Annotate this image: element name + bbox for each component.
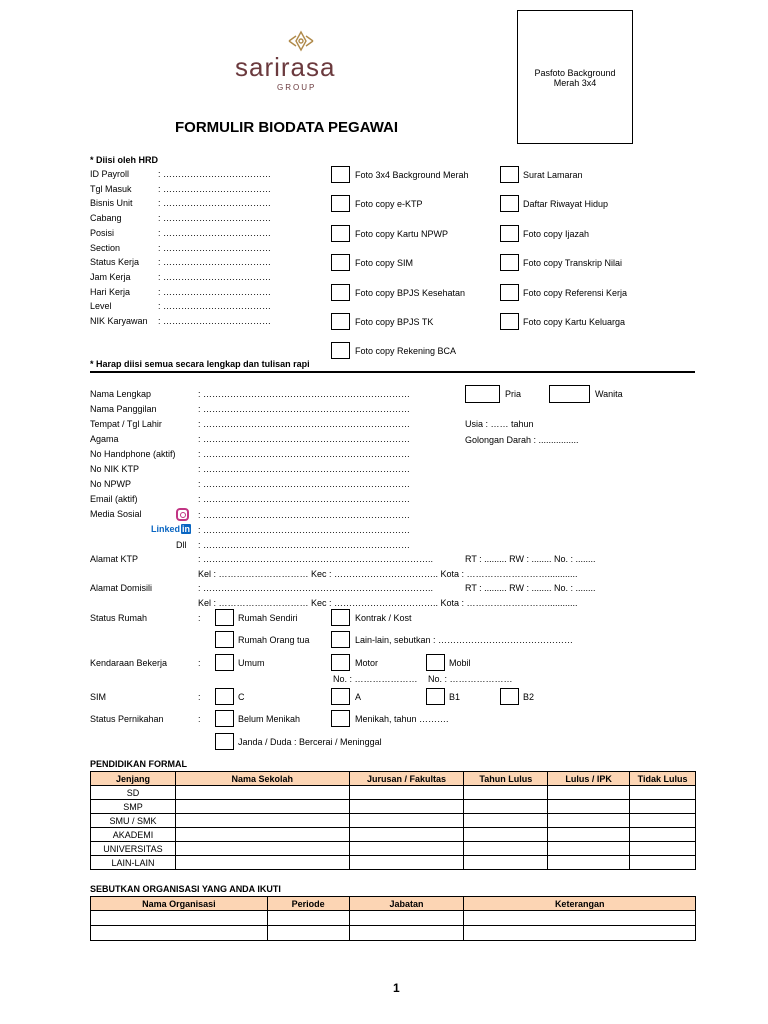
alamat-ktp-kel-kec-kota[interactable]: Kel : ………………………… Kec : …………………………….. Kota : ………………………............ bbox=[198, 569, 578, 579]
kendaraan-label: Kendaraan Bekerja bbox=[90, 658, 168, 668]
fill-instruction-note: * Harap diisi semua secara lengkap dan tulisan rapi bbox=[90, 359, 310, 369]
document-checkbox[interactable] bbox=[500, 166, 519, 183]
education-input-cell[interactable] bbox=[349, 814, 464, 828]
document-label: Foto copy BPJS Kesehatan bbox=[355, 287, 466, 298]
personal-field-label: No Handphone (aktif) bbox=[90, 449, 176, 459]
menikah-checkbox[interactable] bbox=[331, 710, 350, 727]
sim-b2-checkbox[interactable] bbox=[500, 688, 519, 705]
education-header-cell: Jurusan / Fakultas bbox=[349, 772, 464, 786]
education-input-cell[interactable] bbox=[548, 814, 630, 828]
hrd-field-input[interactable]: : ……………………………… bbox=[158, 301, 272, 312]
personal-field-label: Tempat / Tgl Lahir bbox=[90, 419, 162, 429]
education-input-cell[interactable] bbox=[630, 786, 696, 800]
sim-c-checkbox[interactable] bbox=[215, 688, 234, 705]
education-level-cell: UNIVERSITAS bbox=[91, 842, 176, 856]
photo-box-label: Pasfoto Background Merah 3x4 bbox=[534, 68, 616, 88]
hrd-field-input[interactable]: : ……………………………… bbox=[158, 286, 272, 297]
organization-input-cell[interactable] bbox=[91, 926, 268, 941]
personal-field-label: No NPWP bbox=[90, 479, 132, 489]
hrd-field-input[interactable]: : ……………………………… bbox=[158, 183, 272, 194]
table-row bbox=[91, 911, 696, 926]
hrd-field-label: Section bbox=[90, 242, 121, 253]
document-checkbox[interactable] bbox=[331, 284, 350, 301]
organization-header-cell: Keterangan bbox=[464, 897, 696, 911]
mobil-number-field[interactable]: No. : ………………… bbox=[428, 674, 513, 684]
mobil-label: Mobil bbox=[449, 658, 471, 668]
page-number: 1 bbox=[393, 981, 400, 995]
photo-box bbox=[517, 10, 633, 144]
table-row bbox=[91, 786, 696, 800]
rumah-orang-tua-label: Rumah Orang tua bbox=[238, 635, 310, 645]
education-input-cell[interactable] bbox=[175, 814, 349, 828]
hrd-field-label: Cabang bbox=[90, 213, 122, 224]
lain-lain-label: Lain-lain, sebutkan : ……………………………………… bbox=[355, 635, 574, 645]
organization-heading: SEBUTKAN ORGANISASI YANG ANDA IKUTI bbox=[90, 884, 281, 894]
document-label: Foto copy Referensi Kerja bbox=[523, 287, 628, 298]
logo-wordmark: sarirasa bbox=[235, 52, 336, 82]
education-input-cell[interactable] bbox=[349, 800, 464, 814]
education-input-cell[interactable] bbox=[464, 842, 548, 856]
alamat-ktp-label: Alamat KTP bbox=[90, 554, 139, 564]
personal-field-label: Nama Panggilan bbox=[90, 404, 157, 414]
table-row bbox=[91, 842, 696, 856]
hrd-field-label: Jam Kerja bbox=[90, 271, 131, 282]
education-input-cell[interactable] bbox=[630, 800, 696, 814]
colon: : bbox=[198, 692, 201, 702]
education-input-cell[interactable] bbox=[175, 828, 349, 842]
status-rumah-label: Status Rumah bbox=[90, 613, 148, 623]
rumah-sendiri-label: Rumah Sendiri bbox=[238, 613, 298, 623]
pria-checkbox[interactable] bbox=[465, 385, 500, 403]
hrd-field-input[interactable]: : ……………………………… bbox=[158, 169, 272, 179]
personal-field-label: Nama Lengkap bbox=[90, 389, 152, 399]
wanita-checkbox[interactable] bbox=[549, 385, 590, 403]
colon: : bbox=[198, 658, 201, 668]
janda-duda-label: Janda / Duda : Bercerai / Meninggal bbox=[238, 737, 382, 747]
table-row bbox=[91, 926, 696, 941]
document-checkbox[interactable] bbox=[331, 195, 350, 212]
personal-field-input[interactable]: : …………………………………………………………… bbox=[198, 510, 411, 520]
hrd-field-label: Bisnis Unit bbox=[90, 198, 133, 209]
pria-label: Pria bbox=[505, 389, 522, 399]
linkedin-field[interactable]: : …………………………………………………………… bbox=[198, 525, 411, 535]
hrd-field-label: Tgl Masuk bbox=[90, 183, 132, 194]
hrd-field-input[interactable]: : ……………………………… bbox=[158, 227, 272, 238]
education-input-cell[interactable] bbox=[630, 842, 696, 856]
education-input-cell[interactable] bbox=[464, 856, 548, 870]
colon: : bbox=[198, 714, 201, 724]
education-input-cell[interactable] bbox=[349, 828, 464, 842]
document-checkbox[interactable] bbox=[331, 166, 350, 183]
form-title: FORMULIR BIODATA PEGAWAI bbox=[175, 119, 399, 136]
personal-field-input[interactable]: : …………………………………………………………… bbox=[198, 389, 411, 399]
sim-c-label: C bbox=[238, 692, 245, 702]
alamat-ktp-field[interactable]: : ………………………………………………………………….. bbox=[198, 554, 434, 564]
hrd-field-label: ID Payroll bbox=[90, 169, 130, 179]
document-checkbox[interactable] bbox=[331, 254, 350, 271]
education-input-cell[interactable] bbox=[548, 786, 630, 800]
menikah-label: Menikah, tahun ………. bbox=[355, 714, 449, 724]
document-checkbox[interactable] bbox=[500, 284, 519, 301]
hrd-field-label: Level bbox=[90, 301, 112, 312]
education-heading: PENDIDIKAN FORMAL bbox=[90, 759, 187, 769]
document-checkbox[interactable] bbox=[500, 195, 519, 212]
table-row bbox=[91, 800, 696, 814]
education-table bbox=[90, 771, 696, 870]
personal-field-label: Agama bbox=[90, 434, 119, 444]
organization-input-cell[interactable] bbox=[464, 911, 696, 926]
document-checkbox[interactable] bbox=[331, 342, 350, 359]
document-label: Foto copy Kartu Keluarga bbox=[523, 317, 626, 327]
sim-a-label: A bbox=[355, 692, 362, 702]
education-header-cell: Tahun Lulus bbox=[464, 772, 548, 786]
document-checkbox[interactable] bbox=[500, 254, 519, 271]
table-row bbox=[91, 828, 696, 842]
document-label: Foto copy Rekening BCA bbox=[355, 346, 457, 357]
sim-b1-label: B1 bbox=[449, 692, 461, 702]
alamat-domisili-kel-kec-kota[interactable]: Kel : ………………………… Kec : …………………………….. Kota : ………………………............ bbox=[198, 598, 578, 608]
sim-b1-checkbox[interactable] bbox=[426, 688, 445, 705]
table-row bbox=[91, 814, 696, 828]
education-input-cell[interactable] bbox=[548, 842, 630, 856]
umum-label: Umum bbox=[238, 658, 265, 668]
logo-subtitle: GROUP bbox=[277, 83, 317, 92]
personal-field-input[interactable]: : …………………………………………………………… bbox=[198, 434, 411, 444]
education-input-cell[interactable] bbox=[548, 800, 630, 814]
personal-field-input[interactable]: : …………………………………………………………… bbox=[198, 419, 411, 429]
sim-a-checkbox[interactable] bbox=[331, 688, 350, 705]
alamat-domisili-label: Alamat Domisili bbox=[90, 583, 153, 593]
education-input-cell[interactable] bbox=[349, 786, 464, 800]
education-input-cell[interactable] bbox=[175, 856, 349, 870]
document-checkbox[interactable] bbox=[331, 225, 350, 242]
document-checkbox[interactable] bbox=[331, 313, 350, 330]
education-header-cell: Tidak Lulus bbox=[630, 772, 696, 786]
hrd-field-label: NIK Karyawan bbox=[90, 316, 148, 326]
organization-header-cell: Periode bbox=[267, 897, 349, 911]
janda-duda-checkbox[interactable] bbox=[215, 733, 234, 750]
education-input-cell[interactable] bbox=[349, 842, 464, 856]
section-divider bbox=[90, 371, 695, 373]
hrd-field-input[interactable]: : ……………………………… bbox=[158, 316, 272, 326]
education-level-cell: SMU / SMK bbox=[91, 814, 176, 828]
sim-b2-label: B2 bbox=[523, 692, 535, 702]
rumah-orang-tua-checkbox[interactable] bbox=[215, 631, 234, 648]
education-input-cell[interactable] bbox=[464, 786, 548, 800]
blood-type-field[interactable]: Golongan Darah : ................ bbox=[465, 435, 579, 445]
personal-field-label: Media Sosial bbox=[90, 509, 142, 519]
document-label: Foto 3x4 Background Merah bbox=[355, 170, 469, 180]
personal-field-input[interactable]: : …………………………………………………………… bbox=[198, 404, 411, 414]
document-label: Daftar Riwayat Hidup bbox=[523, 199, 609, 210]
organization-input-cell[interactable] bbox=[267, 911, 349, 926]
education-header-cell: Jenjang bbox=[91, 772, 176, 786]
alamat-ktp-rtrw[interactable]: RT : ......... RW : ........ No. : ........ bbox=[465, 554, 596, 564]
hrd-field-input[interactable]: : ……………………………… bbox=[158, 242, 272, 253]
age-field[interactable]: Usia : …… tahun bbox=[465, 419, 534, 429]
hrd-field-label: Posisi bbox=[90, 227, 115, 238]
belum-menikah-checkbox[interactable] bbox=[215, 710, 234, 727]
education-input-cell[interactable] bbox=[175, 842, 349, 856]
colon: : bbox=[198, 613, 201, 623]
organization-input-cell[interactable] bbox=[464, 926, 696, 941]
organization-header-cell: Nama Organisasi bbox=[91, 897, 268, 911]
education-input-cell[interactable] bbox=[464, 814, 548, 828]
umum-checkbox[interactable] bbox=[215, 654, 234, 671]
hrd-field-input[interactable]: : ……………………………… bbox=[158, 198, 272, 209]
organization-input-cell[interactable] bbox=[267, 926, 349, 941]
personal-field-input[interactable]: : …………………………………………………………… bbox=[198, 479, 411, 489]
hrd-field-input[interactable]: : ……………………………… bbox=[158, 213, 272, 224]
motor-label: Motor bbox=[355, 658, 379, 668]
other-social-field[interactable]: : …………………………………………………………… bbox=[198, 540, 411, 550]
document-label: Foto copy BPJS TK bbox=[355, 317, 434, 327]
organization-input-cell[interactable] bbox=[91, 911, 268, 926]
education-input-cell[interactable] bbox=[630, 814, 696, 828]
table-row bbox=[91, 856, 696, 870]
organization-input-cell[interactable] bbox=[349, 911, 464, 926]
kontrak-kost-label: Kontrak / Kost bbox=[355, 613, 412, 623]
hrd-field-label: Status Kerja bbox=[90, 257, 140, 268]
document-label: Foto copy SIM bbox=[355, 258, 414, 269]
education-input-cell[interactable] bbox=[349, 856, 464, 870]
education-level-cell: LAIN-LAIN bbox=[91, 856, 176, 870]
sarirasa-logo-emblem bbox=[287, 30, 315, 52]
personal-field-input[interactable]: : …………………………………………………………… bbox=[198, 494, 411, 504]
organization-table bbox=[90, 896, 696, 941]
education-input-cell[interactable] bbox=[548, 856, 630, 870]
organization-input-cell[interactable] bbox=[349, 926, 464, 941]
sim-label: SIM bbox=[90, 692, 107, 702]
hrd-field-label: Hari Kerja bbox=[90, 286, 131, 297]
education-level-cell: AKADEMI bbox=[91, 828, 176, 842]
kontrak-kost-checkbox[interactable] bbox=[331, 609, 350, 626]
mobil-checkbox[interactable] bbox=[426, 654, 445, 671]
education-input-cell[interactable] bbox=[464, 800, 548, 814]
education-input-cell[interactable] bbox=[548, 828, 630, 842]
document-label: Foto copy Ijazah bbox=[523, 228, 590, 239]
rumah-sendiri-checkbox[interactable] bbox=[215, 609, 234, 626]
education-level-cell: SMP bbox=[91, 800, 176, 814]
alamat-domisili-rtrw[interactable]: RT : ......... RW : ........ No. : ........ bbox=[465, 583, 596, 593]
education-input-cell[interactable] bbox=[630, 828, 696, 842]
document-label: Surat Lamaran bbox=[523, 170, 583, 180]
personal-field-label: No NIK KTP bbox=[90, 464, 140, 474]
wanita-label: Wanita bbox=[595, 389, 623, 399]
motor-number-field[interactable]: No. : ………………… bbox=[333, 674, 418, 684]
education-header-cell: Nama Sekolah bbox=[175, 772, 349, 786]
document-label: Foto copy e-KTP bbox=[355, 199, 423, 210]
linkedin-icon: Linked in bbox=[151, 524, 191, 534]
document-checkbox[interactable] bbox=[500, 313, 519, 330]
education-level-cell: SD bbox=[91, 786, 176, 800]
status-pernikahan-label: Status Pernikahan bbox=[90, 714, 164, 724]
alamat-domisili-field[interactable]: : ………………………………………………………………….. bbox=[198, 583, 434, 593]
document-checkbox[interactable] bbox=[500, 225, 519, 242]
personal-field-input[interactable]: : …………………………………………………………… bbox=[198, 449, 411, 459]
education-input-cell[interactable] bbox=[630, 856, 696, 870]
personal-field-label: Email (aktif) bbox=[90, 494, 138, 504]
document-label: Foto copy Transkrip Nilai bbox=[523, 258, 623, 269]
organization-header-cell: Jabatan bbox=[349, 897, 464, 911]
instagram-icon bbox=[176, 508, 189, 521]
education-header-cell: Lulus / IPK bbox=[548, 772, 630, 786]
education-input-cell[interactable] bbox=[175, 800, 349, 814]
education-input-cell[interactable] bbox=[175, 786, 349, 800]
hrd-field-input[interactable]: : ……………………………… bbox=[158, 257, 272, 268]
other-social-label: Dll bbox=[176, 540, 187, 550]
education-input-cell[interactable] bbox=[464, 828, 548, 842]
belum-menikah-label: Belum Menikah bbox=[238, 714, 301, 724]
motor-checkbox[interactable] bbox=[331, 654, 350, 671]
personal-field-input[interactable]: : …………………………………………………………… bbox=[198, 464, 411, 474]
lain-lain-checkbox[interactable] bbox=[331, 631, 350, 648]
hrd-field-input[interactable]: : ……………………………… bbox=[158, 271, 272, 282]
document-label: Foto copy Kartu NPWP bbox=[355, 228, 449, 239]
hrd-heading: * Diisi oleh HRD bbox=[90, 155, 159, 165]
